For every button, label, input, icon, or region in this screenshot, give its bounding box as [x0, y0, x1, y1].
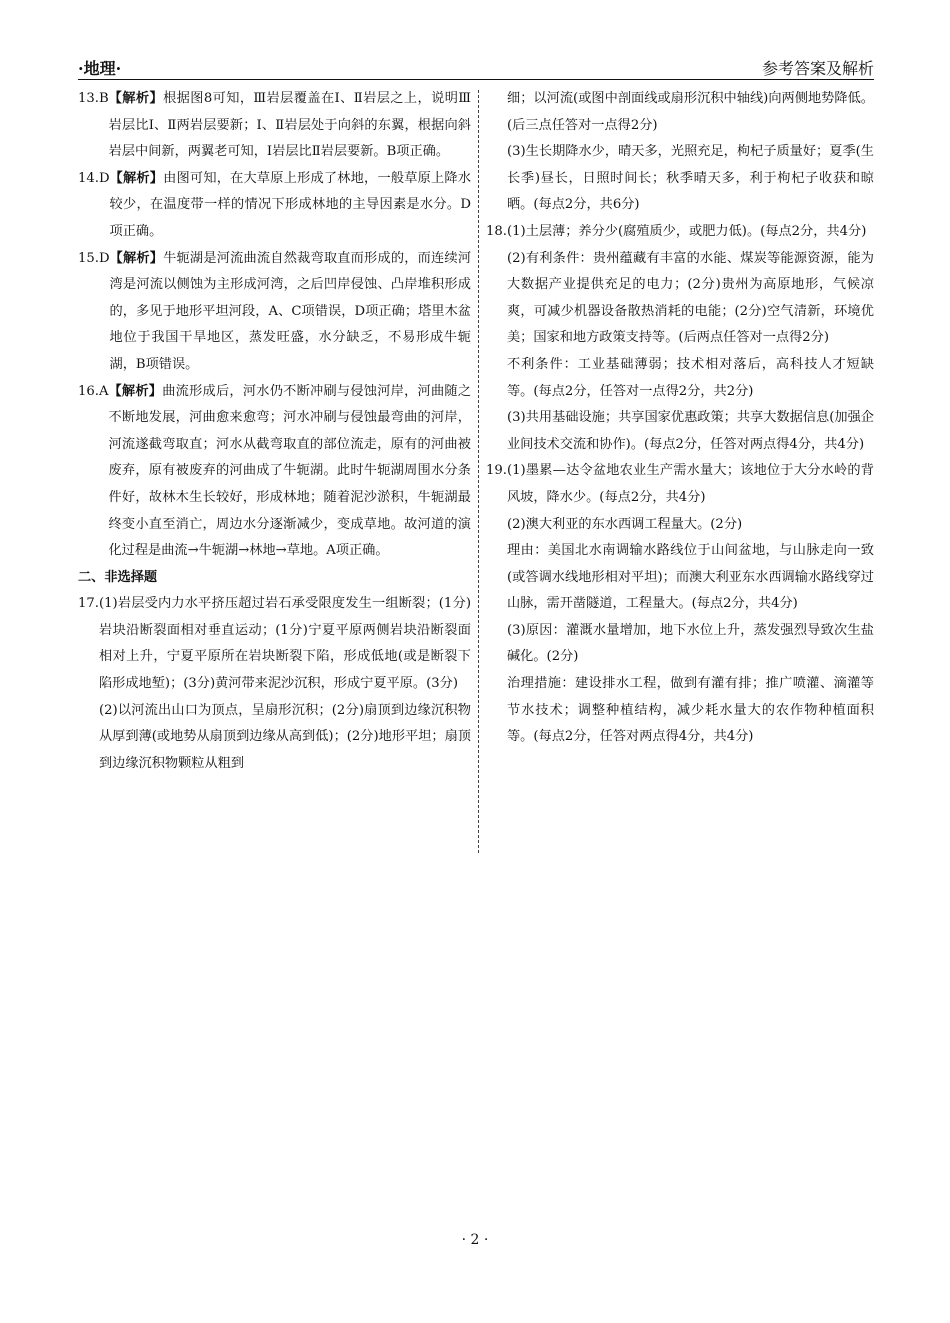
analysis-label: 【解析】	[108, 91, 164, 106]
answer-paragraph: 治理措施：建设排水工程，做到有灌有排；推广喷灌、滴灌等节水技术；调整种植结构，减少耗水量大的农作物种植面积等。(每点2分，任答对两点得4分，共4分)	[506, 676, 874, 745]
answer-paragraph: 理由：美国北水南调输水路线位于山间盆地，与山脉走向一致(或答调水线地形相对平坦)；而澳大利亚东水西调输水路线穿过山脉，需开凿隧道，工程量大。(每点2分，共4分)	[506, 543, 874, 612]
header-title: 参考答案及解析	[761, 59, 874, 78]
page-header	[78, 52, 874, 80]
left-column	[78, 86, 471, 777]
answer-number: 16.A	[78, 383, 109, 399]
answer-16	[78, 379, 471, 565]
analysis-label: 【解析】	[109, 170, 164, 186]
answer-13	[78, 86, 471, 166]
answer-number: 17.	[78, 596, 99, 612]
answer-paragraph: 不利条件：工业基础薄弱；技术相对落后，高科技人才短缺等。(每点2分，任答对一点得2分，共2分)	[506, 356, 874, 399]
answer-number: 13.B	[78, 91, 109, 106]
answer-text: 牛轭湖是河流曲流自然裁弯取直而形成的，而连续河湾是河流以侧蚀为主形成河湾，之后凹岸侵蚀、凸岸堆积形成的，多见于地形平坦河段，A、C项错误，D项正确；塔里木盆地位于我国干旱地区，蒸发旺盛，水分缺乏，不易形成牛轭湖，B项错误。	[109, 250, 472, 372]
answer-15	[78, 246, 471, 379]
answer-paragraph: (2)有利条件：贵州蕴藏有丰富的水能、煤炭等能源资源，能为大数据产业提供充足的电力；(2分)贵州为高原地形，气候凉爽，可减少机器设备散热消耗的电能；(2分)空气清新，环境优美；国家和地方政策支持等。(后两点任答对一点得2分)	[506, 250, 874, 346]
answer-paragraph: (1)土层薄；养分少(腐殖质少，或肥力低)。(每点2分，共4分)	[506, 223, 867, 239]
column-divider	[478, 90, 479, 853]
answer-paragraph: (2)以河流出山口为顶点，呈扇形沉积；(2分)扇顶到边缘沉积物从厚到薄(或地势从扇顶到边缘从高到低)；(2分)地形平坦；扇顶到边缘沉积物颗粒从粗到	[98, 702, 471, 771]
answer-paragraph: 细；以河流(或图中剖面线或扇形沉积中轴线)向两侧地势降低。(后三点任答对一点得2分)	[506, 91, 874, 133]
right-column	[486, 86, 874, 751]
answer-number: 18.	[486, 223, 507, 239]
answer-17	[78, 591, 471, 777]
answer-19	[486, 458, 874, 751]
section-heading: 二、非选择题	[78, 569, 158, 585]
answer-17-continued	[486, 86, 874, 219]
answer-paragraph: (1)岩层受内力水平挤压超过岩石承受限度发生一组断裂；(1分)岩块沿断裂面相对垂直运动；(1分)宁夏平原两侧岩块沿断裂面相对上升，宁夏平原所在岩块断裂下陷，形成低地(或是断裂下陷形成地堑)；(3分)黄河带来泥沙沉积，形成宁夏平原。(3分)	[98, 596, 471, 692]
analysis-label: 【解析】	[109, 250, 164, 266]
answer-text: 由图可知，在大草原上形成了林地，一般草原上降水较少，在温度带一样的情况下形成林地的主导因素是水分。D项正确。	[109, 170, 472, 239]
answer-paragraph: (3)原因：灌溉水量增加，地下水位上升，蒸发强烈导致次生盐碱化。(2分)	[506, 622, 874, 665]
analysis-label: 【解析】	[108, 383, 163, 399]
answer-text: 曲流形成后，河水仍不断冲刷与侵蚀河岸，河曲随之不断地发展，河曲愈来愈弯；河水冲刷与侵蚀最弯曲的河岸，河流遂截弯取直；河水从截弯取直的部位流走，原有的河曲被废弃，原有被废弃的河曲成了牛轭湖。此时牛轭湖周围水分条件好，故林木生长较好，形成林地；随着泥沙淤积，牛轭湖最终变小直至消亡，周边水分逐渐减少，变成草地。故河道的演化过程是曲流→牛轭湖→林地→草地。A项正确。	[108, 383, 472, 559]
subject-label: ·地理·	[78, 59, 122, 78]
answer-paragraph: (3)共用基础设施；共享国家优惠政策；共享大数据信息(加强企业间技术交流和协作)。(每点2分，任答对两点得4分，共4分)	[506, 410, 874, 452]
header-rule	[78, 79, 874, 80]
answer-18	[486, 219, 874, 458]
answer-paragraph: (3)生长期降水少，晴天多，光照充足，枸杞子质量好；夏季(生长季)昼长，日照时间长；秋季晴天多，利于枸杞子收获和晾晒。(每点2分，共6分)	[506, 144, 874, 213]
answer-14	[78, 166, 471, 246]
page-number: · 2 ·	[461, 1232, 489, 1248]
answer-number: 14.D	[78, 170, 110, 186]
answer-number: 19.	[486, 463, 507, 479]
answer-text: 根据图8可知，Ⅲ岩层覆盖在Ⅰ、Ⅱ岩层之上，说明Ⅲ岩层比Ⅰ、Ⅱ两岩层要新；Ⅰ、Ⅱ岩层处于向斜的东翼，根据向斜岩层中间新，两翼老可知，Ⅰ岩层比Ⅱ岩层要新。B项正确。	[108, 91, 472, 160]
answer-paragraph: (1)墨累—达令盆地农业生产需水量大；该地位于大分水岭的背风坡，降水少。(每点2分，共4分)	[506, 463, 874, 505]
answer-paragraph: (2)澳大利亚的东水西调工程量大。(2分)	[506, 516, 743, 532]
answer-number: 15.D	[78, 250, 110, 266]
